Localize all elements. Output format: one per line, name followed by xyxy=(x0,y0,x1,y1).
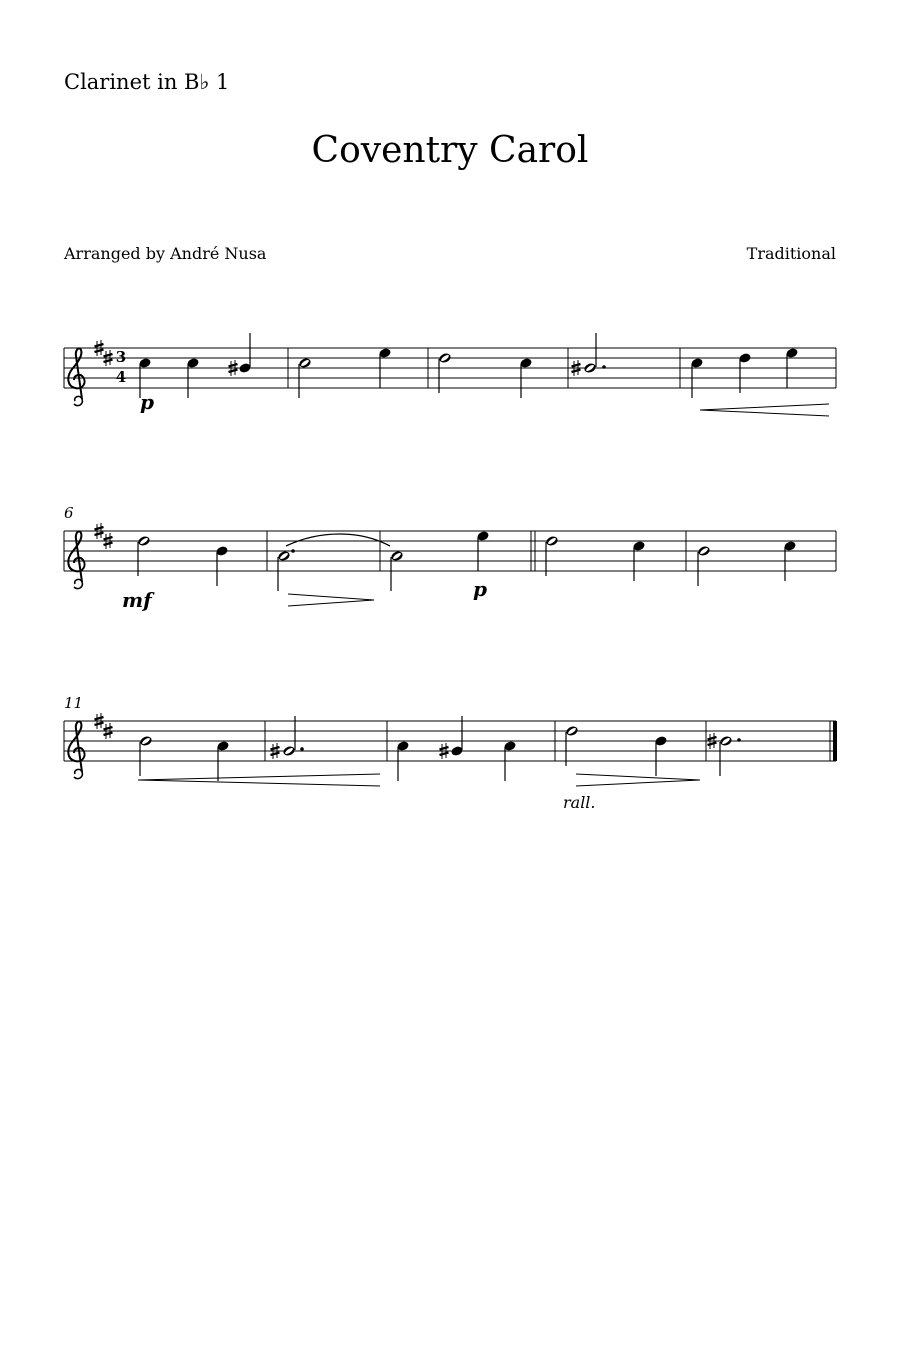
arranger-credit: Arranged by André Nusa xyxy=(64,244,267,263)
time-sig-top: 3 xyxy=(115,348,127,366)
composer-credit: Traditional xyxy=(746,244,836,263)
measure-8 xyxy=(545,535,646,581)
measure-15 xyxy=(708,733,741,776)
measure-13 xyxy=(396,716,516,781)
key-signature xyxy=(95,713,113,739)
measure-14 xyxy=(565,725,668,776)
staff-lines xyxy=(64,348,836,388)
system-3 xyxy=(64,694,837,812)
measure-9 xyxy=(697,540,797,586)
decrescendo-hairpin xyxy=(288,594,374,606)
key-signature xyxy=(95,523,113,549)
staff-lines xyxy=(64,531,836,571)
measure-6 xyxy=(137,535,229,586)
treble-clef-icon xyxy=(68,721,84,778)
system-2 xyxy=(64,502,836,612)
treble-clef-icon xyxy=(68,531,84,588)
dynamic-mf: mf xyxy=(122,588,152,612)
measure-number: 11 xyxy=(64,694,84,712)
measure-2 xyxy=(298,347,392,398)
rallentando-marking: rall. xyxy=(563,793,596,812)
crescendo-hairpin xyxy=(700,404,829,416)
time-sig-bottom: 4 xyxy=(115,368,127,386)
dynamic-p: p xyxy=(473,577,487,601)
treble-clef-icon xyxy=(68,348,84,405)
system-1 xyxy=(64,333,836,416)
key-signature xyxy=(95,340,113,366)
measure-12 xyxy=(271,716,304,759)
score-title: Coventry Carol xyxy=(311,130,589,171)
measure-5 xyxy=(690,347,798,398)
decrescendo-hairpin xyxy=(576,774,700,786)
measure-11 xyxy=(139,735,230,781)
instrument-name: Clarinet in B♭ 1 xyxy=(64,70,230,94)
measure-3 xyxy=(438,352,533,398)
measure-4 xyxy=(572,333,606,376)
measure-number: 6 xyxy=(64,504,74,522)
crescendo-hairpin xyxy=(138,774,380,786)
measure-7 xyxy=(277,502,490,591)
dynamic-p: p xyxy=(140,390,154,414)
